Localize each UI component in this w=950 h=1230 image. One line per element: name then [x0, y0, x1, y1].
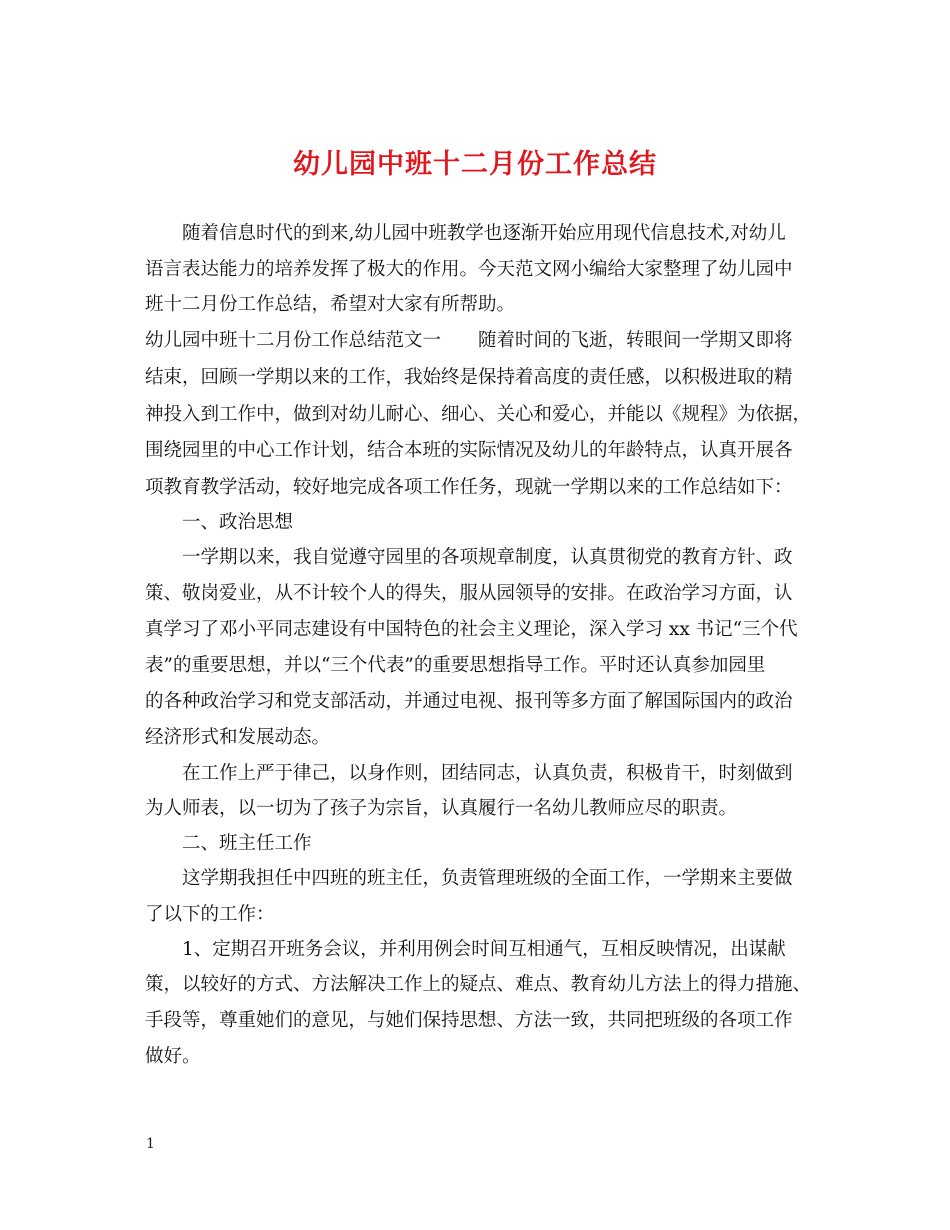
body-line: 围绕园里的中心工作计划，结合本班的实际情况及幼儿的年龄特点，认真开展各: [145, 440, 793, 461]
page-number: 1: [146, 1136, 155, 1152]
document-title: 幼儿园中班十二月份工作总结: [293, 149, 657, 180]
body-line: 幼儿园中班十二月份工作总结范文一 随着时间的飞逝，转眼间一学期又即将: [145, 330, 793, 351]
body-line: 经济形式和发展动态。: [145, 727, 331, 748]
body-line: 真学习了邓小平同志建设有中国特色的社会主义理论，深入学习 xx 书记“三个代: [145, 619, 798, 640]
body-line: 做好。: [145, 1046, 201, 1067]
body-line: 随着信息时代的到来,幼儿园中班教学也逐渐开始应用现代信息技术,对幼儿: [145, 223, 786, 244]
body-line: 为人师表，以一切为了孩子为宗旨，认真履行一名幼儿教师应尽的职责。: [145, 798, 738, 819]
body-line: 策，以较好的方式、方法解决工作上的疑点、难点、教育幼儿方法上的得力措施、: [145, 974, 812, 995]
body-line: 表”的重要思想，并以“三个代表”的重要思想指导工作。平时还认真参加园里: [145, 655, 766, 676]
body-line: 策、敬岗爱业，从不计较个人的得失，服从园领导的安排。在政治学习方面，认: [145, 583, 793, 604]
section-heading: 二、班主任工作: [145, 833, 312, 854]
body-line: 1、定期召开班务会议，并利用例会时间互相通气，互相反映情况，出谋献: [145, 939, 786, 960]
body-line: 这学期我担任中四班的班主任，负责管理班级的全面工作，一学期来主要做: [145, 868, 793, 889]
body-line: 项教育教学活动，较好地完成各项工作任务，现就一学期以来的工作总结如下：: [145, 477, 793, 498]
body-line: 神投入到工作中，做到对幼儿耐心、细心、关心和爱心，并能以《规程》为依据，: [145, 404, 812, 425]
body-line: 结束，回顾一学期以来的工作，我始终是保持着高度的责任感，以积极进取的精: [145, 367, 793, 388]
body-line: 语言表达能力的培养发挥了极大的作用。今天范文网小编给大家整理了幼儿园中: [145, 259, 793, 280]
body-line: 了以下的工作：: [145, 904, 275, 925]
body-line: 在工作上严于律己，以身作则，团结同志，认真负责，积极肯干，时刻做到: [145, 763, 793, 784]
body-line: 班十二月份工作总结，希望对大家有所帮助。: [145, 294, 516, 315]
body-line: 的各种政治学习和党支部活动，并通过电视、报刊等多方面了解国际国内的政治: [145, 691, 793, 712]
section-heading: 一、政治思想: [145, 512, 294, 533]
body-line: 一学期以来，我自觉遵守园里的各项规章制度，认真贯彻党的教育方针、政: [145, 547, 793, 568]
body-line: 手段等，尊重她们的意见，与她们保持思想、方法一致，共同把班级的各项工作: [145, 1010, 793, 1031]
